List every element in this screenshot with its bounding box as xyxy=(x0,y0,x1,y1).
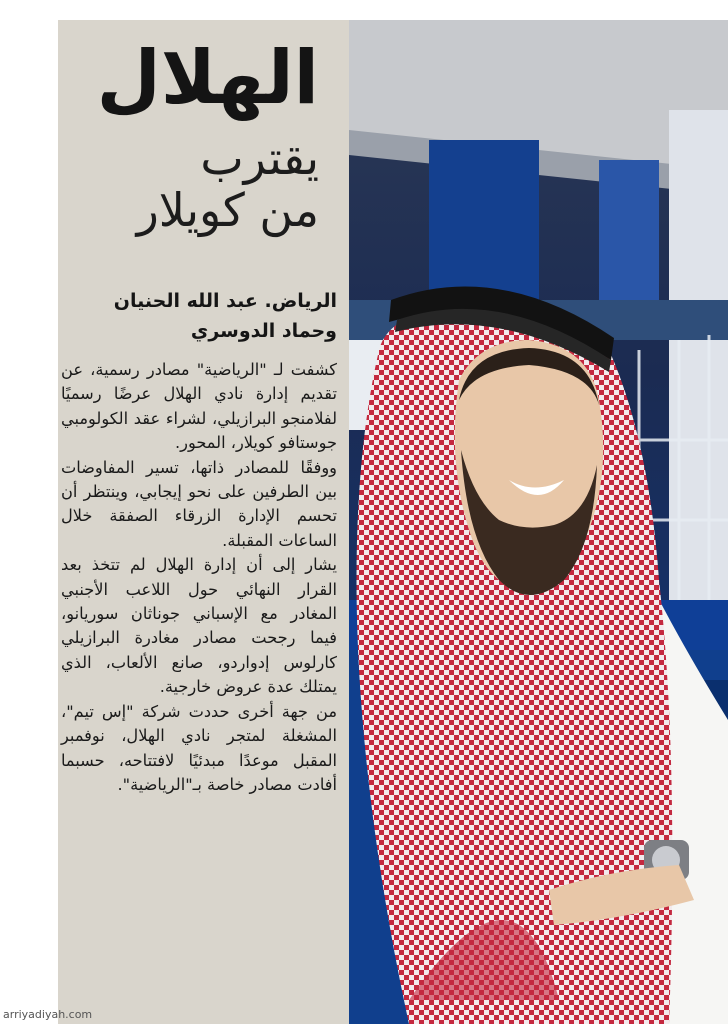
headline: الهلال xyxy=(96,35,319,121)
site-credit: arriyadiyah.com xyxy=(3,1008,93,1021)
subheadline-line-2: من كويلار xyxy=(136,183,319,237)
byline xyxy=(62,286,337,346)
top-margin xyxy=(0,0,728,20)
byline-line-2: وحماد الدوسري xyxy=(190,320,337,342)
article-column xyxy=(58,20,349,1024)
paragraph-4: من جهة أخرى حددت شركة "إس تيم"، المشغلة لمتجر نادي الهلال، نوفمبر المقبل موعدًا مبدئيًا لافتتاحه، حسبما أفادت مصادر خاصة بـ"الرياضية". xyxy=(61,701,337,794)
paragraph-3: يشار إلى أن إدارة الهلال لم تتخذ بعد القرار النهائي حول اللاعب الأجنبي المغادر مع الإسباني جوناثان سوريانو، فيما رجحت مصادر مغادرة البرازيلي كارلوس إدواردو، صانع الألعاب، الذي يمتلك عدة عروض خارجية. xyxy=(61,555,337,697)
paragraph-2: ووفقًا للمصادر ذاتها، تسير المفاوضات بين الطرفين على نحو إيجابي، وينتظر أن تحسم الإدارة الزرقاء الصفقة خلال الساعات المقبلة. xyxy=(61,457,337,550)
article-photo xyxy=(349,20,728,1024)
subheadline xyxy=(59,132,319,236)
photo-illustration xyxy=(349,20,728,1024)
byline-line-1: الرياض. عبد الله الحنيان xyxy=(113,290,337,312)
left-margin xyxy=(0,0,58,1024)
subheadline-line-1: يقترب xyxy=(200,131,319,185)
article-body xyxy=(61,358,337,797)
paragraph-1: كشفت لـ "الرياضية" مصادر رسمية، عن تقديم إدارة نادي الهلال عرضًا رسميًا لفلامنجو البرازيلي، لشراء عقد الكولومبي جوستافو كويلار، المحور. xyxy=(61,360,337,453)
